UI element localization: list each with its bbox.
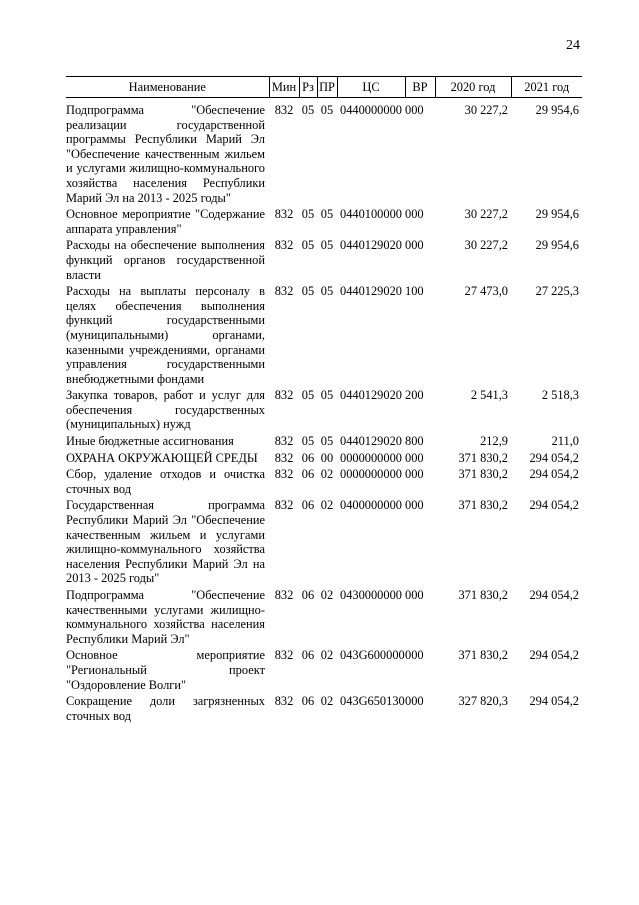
row-2021: 294 054,2: [529, 648, 579, 663]
row-pr: 02: [320, 648, 334, 663]
row-cs: 0430000000: [340, 588, 402, 602]
row-min: 832: [274, 588, 294, 602]
row-rz: 06: [301, 450, 315, 465]
row-name: Сокращение доли загрязненных сточных вод: [66, 694, 265, 723]
row-pr: 00: [320, 450, 334, 465]
row-2021: 294 054,2: [529, 588, 579, 602]
row-cs: 0440000000: [340, 103, 402, 117]
row-2021: 294 054,2: [529, 694, 579, 709]
row-cs: 0440129020: [340, 284, 402, 299]
row-2020: 27 473,0: [464, 284, 508, 299]
row-2021: 2 518,3: [541, 388, 579, 403]
row-cs: 0400000000: [340, 498, 402, 513]
row-min: 832: [274, 238, 294, 253]
row-vr: 000: [405, 103, 424, 117]
row-pr: 05: [320, 388, 334, 403]
header-2021: 2021 год: [511, 77, 582, 98]
table-row: [66, 237, 582, 283]
row-cs: 0000000000: [340, 467, 402, 482]
row-2020: 30 227,2: [464, 238, 508, 253]
header-name: Наименование: [66, 77, 269, 98]
row-vr: 100: [405, 284, 424, 299]
row-2020: 371 830,2: [458, 450, 508, 465]
table-row: [66, 647, 582, 693]
row-rz: 05: [301, 207, 315, 222]
row-min: 832: [274, 434, 294, 449]
header-vr: ВР: [405, 77, 435, 98]
row-vr: 000: [405, 694, 424, 709]
row-rz: 06: [301, 648, 315, 663]
table-row: [66, 387, 582, 433]
row-2021: 29 954,6: [535, 207, 579, 222]
row-rz: 06: [301, 694, 315, 709]
row-name: ОХРАНА ОКРУЖАЮЩЕЙ СРЕДЫ: [66, 450, 258, 465]
row-pr: 02: [320, 498, 334, 513]
table-row: [66, 466, 582, 497]
row-min: 832: [274, 388, 294, 403]
row-2021: 27 225,3: [535, 284, 579, 299]
page-number: 24: [566, 38, 580, 53]
row-rz: 06: [301, 467, 315, 482]
table-row: [66, 450, 582, 467]
row-name: Расходы на выплаты персоналу в целях обеспечения выполнения функций государственными (муниципальными) органами, казенными учреждениями, органами управления государственными внебюджетными фондами: [66, 284, 265, 386]
row-rz: 05: [301, 238, 315, 253]
row-name: Иные бюджетные ассигнования: [66, 434, 234, 449]
row-rz: 06: [301, 498, 315, 513]
row-2021: 211,0: [551, 434, 579, 449]
row-2020: 371 830,2: [458, 467, 508, 482]
row-rz: 05: [301, 434, 315, 449]
row-2020: 327 820,3: [458, 694, 508, 709]
row-name: Подпрограмма "Обеспечение реализации государственной программы Республики Марий Эл "Обеспечение качественным жильем и услугами жилищно-коммунального хозяйства населения Республики Марий Эл на 2013 - 2025 годы": [66, 103, 265, 205]
row-min: 832: [274, 284, 294, 299]
table-row: [66, 497, 582, 587]
row-vr: 000: [405, 588, 424, 602]
row-pr: 05: [320, 238, 334, 253]
row-2021: 294 054,2: [529, 498, 579, 513]
budget-table: [66, 76, 582, 724]
row-name: Расходы на обеспечение выполнения функций органов государственной власти: [66, 238, 265, 282]
table-row: [66, 693, 582, 724]
table-row: [66, 433, 582, 450]
row-pr: 05: [320, 103, 334, 117]
row-cs: 0440129020: [340, 238, 402, 253]
row-cs: 0000000000: [340, 450, 402, 465]
row-2020: 30 227,2: [464, 207, 508, 222]
header-rz: Рз: [299, 77, 317, 98]
row-2021: 29 954,6: [535, 103, 579, 117]
row-pr: 02: [320, 694, 334, 709]
table-header-row: [66, 77, 582, 98]
row-cs: 043G650130: [340, 694, 405, 709]
row-vr: 200: [405, 388, 424, 403]
row-pr: 02: [320, 467, 334, 482]
row-vr: 000: [405, 498, 424, 513]
row-2020: 371 830,2: [458, 648, 508, 663]
row-2021: 29 954,6: [535, 238, 579, 253]
row-name: Закупка товаров, работ и услуг для обеспечения государственных (муниципальных) нужд: [66, 388, 265, 432]
row-name: Государственная программа Республики Марий Эл "Обеспечение качественным жильем и услугами жилищно-коммунального хозяйства населения Республики Марий Эл на 2013 - 2025 годы": [66, 498, 265, 586]
row-vr: 000: [405, 450, 424, 465]
table-row: [66, 98, 582, 207]
row-cs: 0440100000: [340, 207, 402, 222]
row-cs: 0440129020: [340, 388, 402, 403]
row-2020: 371 830,2: [458, 588, 508, 602]
row-rz: 05: [301, 103, 315, 117]
row-rz: 06: [301, 588, 315, 602]
row-vr: 000: [405, 467, 424, 482]
row-2021: 294 054,2: [529, 467, 579, 482]
row-2020: 30 227,2: [464, 103, 508, 117]
row-pr: 05: [320, 207, 334, 222]
header-pr: ПР: [317, 77, 337, 98]
table-row: [66, 206, 582, 237]
header-2020: 2020 год: [435, 77, 511, 98]
row-name: Основное мероприятие "Содержание аппарата управления": [66, 207, 265, 236]
header-cs: ЦС: [337, 77, 405, 98]
row-2020: 371 830,2: [458, 498, 508, 513]
row-2020: 2 541,3: [470, 388, 508, 403]
row-cs: 0440129020: [340, 434, 402, 449]
row-2021: 294 054,2: [529, 450, 579, 465]
row-vr: 800: [405, 434, 424, 449]
row-2020: 212,9: [480, 434, 508, 449]
row-name: Сбор, удаление отходов и очистка сточных вод: [66, 467, 265, 496]
row-min: 832: [274, 467, 294, 482]
row-vr: 000: [405, 207, 424, 222]
row-vr: 000: [405, 238, 424, 253]
row-pr: 05: [320, 434, 334, 449]
row-rz: 05: [301, 284, 315, 299]
row-name: Подпрограмма "Обеспечение качественными услугами жилищно-коммунального хозяйства населения Республики Марий Эл": [66, 588, 265, 646]
row-min: 832: [274, 103, 294, 117]
row-name: Основное мероприятие "Региональный проект "Оздоровление Волги": [66, 648, 265, 692]
header-min: Мин: [269, 77, 299, 98]
table-row: [66, 283, 582, 387]
row-min: 832: [274, 648, 294, 663]
row-cs: 043G600000: [340, 648, 405, 663]
row-min: 832: [274, 450, 294, 465]
row-pr: 02: [320, 588, 334, 602]
row-rz: 05: [301, 388, 315, 403]
row-vr: 000: [405, 648, 424, 663]
row-min: 832: [274, 694, 294, 709]
row-min: 832: [274, 498, 294, 513]
row-min: 832: [274, 207, 294, 222]
table-row: [66, 587, 582, 647]
row-pr: 05: [320, 284, 334, 299]
